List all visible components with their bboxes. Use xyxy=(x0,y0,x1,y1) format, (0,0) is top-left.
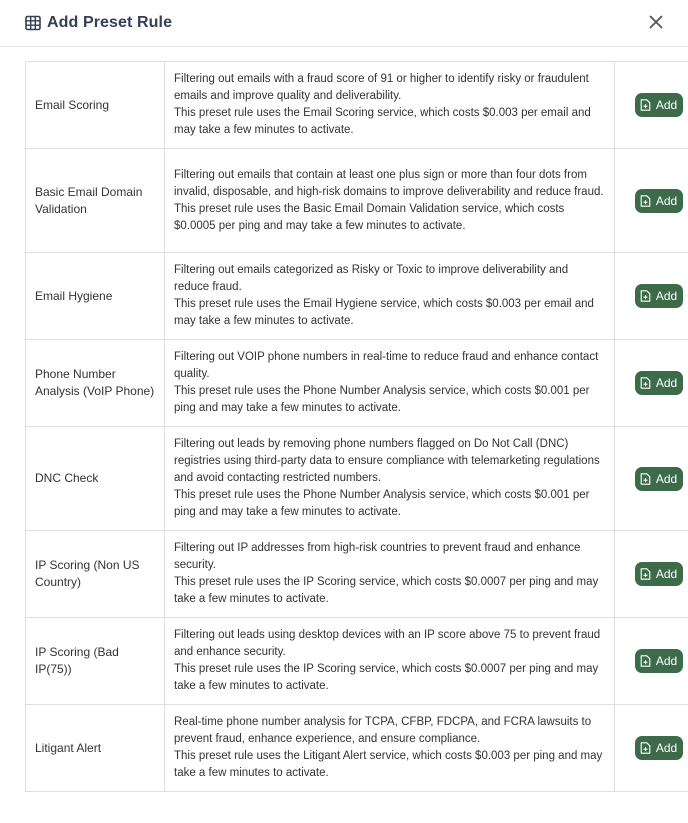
rule-description: Filtering out leads by removing phone numbers flagged on Do Not Call (DNC) registries using third-party data to ensure compliance with telemarketing regulations and avoid contacting restricted numbers. xyxy=(174,438,600,484)
rule-action-cell xyxy=(615,705,688,792)
add-button-label: Add xyxy=(655,376,678,390)
rule-description: Filtering out VOIP phone numbers in real-time to reduce fraud and enhance contact quality. xyxy=(174,351,599,380)
rule-cost-note: This preset rule uses the Basic Email Domain Validation service, which costs $0.0005 per ping and may take a few minutes to activate. xyxy=(174,202,565,232)
file-plus-icon xyxy=(640,99,651,111)
rule-cost-note: This preset rule uses the Phone Number Analysis service, which costs $0.001 per ping and may take a few minutes to activate. xyxy=(174,385,590,414)
add-button-label: Add xyxy=(655,741,678,755)
rule-name: DNC Check xyxy=(26,427,165,531)
file-plus-icon xyxy=(640,290,651,302)
preset-rule-row xyxy=(26,253,688,340)
rule-description: Filtering out emails with a fraud score of 91 or higher to identify risky or fraudulent emails and improve quality and deliverability. xyxy=(174,73,589,102)
add-button-label: Add xyxy=(655,654,678,668)
add-button-label: Add xyxy=(655,193,678,208)
rule-description-cell xyxy=(165,427,615,531)
rule-action-cell xyxy=(615,340,688,427)
file-plus-icon xyxy=(640,473,651,485)
rule-action-cell xyxy=(615,427,688,531)
rule-description: Filtering out emails that contain at least one plus sign or more than four dots from invalid, disposable, and high-risk domains to improve deliverability and reduce fraud. xyxy=(174,168,604,198)
add-rule-button[interactable] xyxy=(635,189,683,213)
rule-description-cell xyxy=(165,531,615,618)
modal-title: Add Preset Rule xyxy=(47,14,173,31)
rule-description-cell xyxy=(165,149,615,253)
rule-cost-note: This preset rule uses the Litigant Alert service, which costs $0.003 per ping and may take a few minutes to activate. xyxy=(174,750,603,779)
preset-rule-row xyxy=(26,705,688,792)
rule-description: Real-time phone number analysis for TCPA, CFBP, FDCPA, and FCRA lawsuits to prevent fraud, enhance experience, and ensure compliance. xyxy=(174,716,592,745)
rule-description-cell xyxy=(165,705,615,792)
modal-header xyxy=(0,0,688,47)
close-icon[interactable] xyxy=(648,14,664,30)
rule-cost-note: This preset rule uses the IP Scoring service, which costs $0.0007 per ping and may take a few minutes to activate. xyxy=(174,663,599,692)
rule-name: Email Hygiene xyxy=(26,253,165,340)
rule-action-cell xyxy=(615,149,688,253)
rule-description-cell xyxy=(165,618,615,705)
file-plus-icon xyxy=(640,568,651,580)
rule-cost-note: This preset rule uses the IP Scoring service, which costs $0.0007 per ping and may take a few minutes to activate. xyxy=(174,576,599,605)
add-button-label: Add xyxy=(655,98,678,112)
file-plus-icon xyxy=(640,742,651,754)
add-rule-button[interactable] xyxy=(635,371,683,395)
rule-action-cell xyxy=(615,531,688,618)
add-button-label: Add xyxy=(655,471,678,486)
rule-description: Filtering out emails categorized as Risky or Toxic to improve deliverability and reduce fraud. xyxy=(174,264,569,293)
rule-name: Basic Email Domain Validation xyxy=(26,149,165,253)
preset-rule-row xyxy=(26,62,688,149)
title-wrap xyxy=(25,14,172,32)
rule-description: Filtering out leads using desktop devices with an IP score above 75 to prevent fraud and enhance security. xyxy=(174,629,601,658)
add-rule-button[interactable] xyxy=(635,284,683,308)
rule-action-cell xyxy=(615,62,688,149)
rule-action-cell xyxy=(615,253,688,340)
add-rule-button[interactable] xyxy=(635,93,683,117)
rule-cost-note: This preset rule uses the Email Hygiene service, which costs $0.003 per email and may take a few minutes to activate. xyxy=(174,298,594,327)
preset-rule-row xyxy=(26,149,688,253)
table-icon xyxy=(25,15,41,31)
add-rule-button[interactable] xyxy=(635,736,683,760)
rule-description-cell xyxy=(165,62,615,149)
rule-action-cell xyxy=(615,618,688,705)
preset-rule-row xyxy=(26,618,688,705)
preset-rule-row xyxy=(26,340,688,427)
rule-name: Email Scoring xyxy=(26,62,165,149)
add-rule-button[interactable] xyxy=(635,649,683,673)
file-plus-icon xyxy=(640,195,651,207)
add-button-label: Add xyxy=(655,567,678,581)
rule-description: Filtering out IP addresses from high-risk countries to prevent fraud and enhance security. xyxy=(174,542,581,571)
preset-rule-row xyxy=(26,427,688,531)
preset-rules-table-wrap xyxy=(25,61,678,792)
rule-description-cell xyxy=(165,340,615,427)
file-plus-icon xyxy=(640,655,651,667)
rule-name: Litigant Alert xyxy=(26,705,165,792)
rule-name: IP Scoring (Bad IP(75)) xyxy=(26,618,165,705)
rule-cost-note: This preset rule uses the Phone Number Analysis service, which costs $0.001 per ping and may take a few minutes to activate. xyxy=(174,489,590,518)
add-button-label: Add xyxy=(655,289,678,303)
rule-name: Phone Number Analysis (VoIP Phone) xyxy=(26,340,165,427)
rule-cost-note: This preset rule uses the Email Scoring service, which costs $0.003 per email and may take a few minutes to activate. xyxy=(174,107,591,136)
add-rule-button[interactable] xyxy=(635,562,683,586)
add-rule-button[interactable] xyxy=(635,467,683,491)
preset-rules-table xyxy=(25,61,688,792)
file-plus-icon xyxy=(640,377,651,389)
rule-description-cell xyxy=(165,253,615,340)
rule-name: IP Scoring (Non US Country) xyxy=(26,531,165,618)
preset-rule-row xyxy=(26,531,688,618)
